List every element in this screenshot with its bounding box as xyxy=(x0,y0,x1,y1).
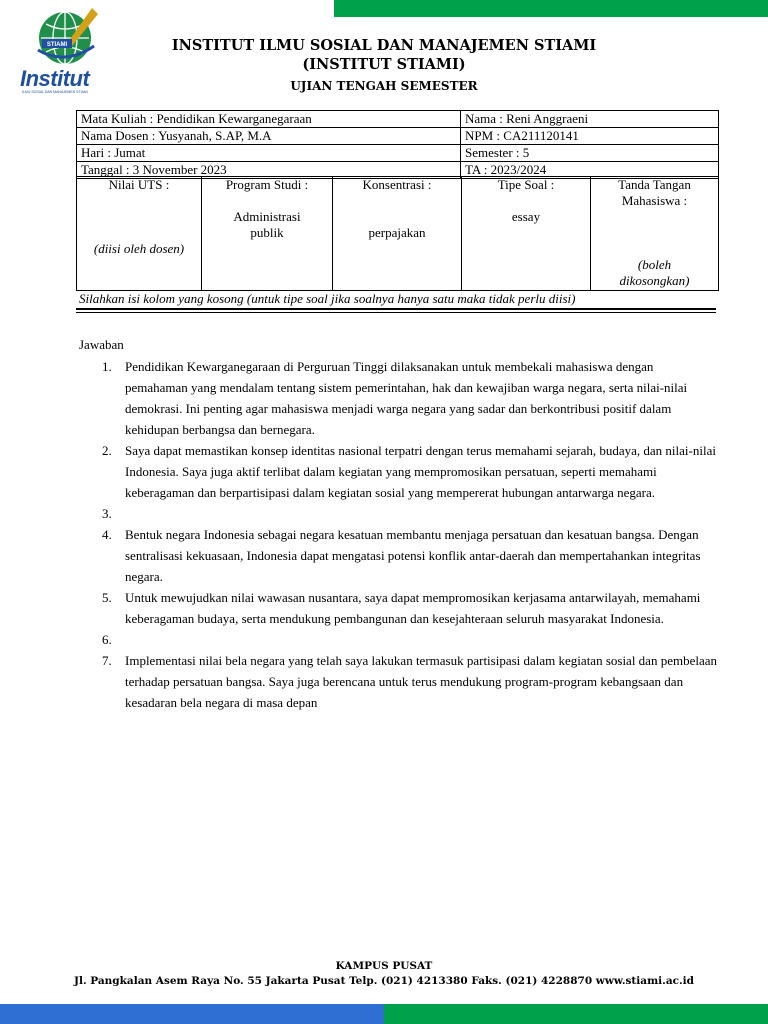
nilai-uts-label: Nilai UTS : xyxy=(108,177,170,192)
tipe-soal-label: Tipe Soal : xyxy=(497,177,555,192)
answer-item xyxy=(98,524,718,587)
answer-item xyxy=(98,440,718,503)
tipe-soal-cell xyxy=(462,177,591,291)
exam-title: UJIAN TENGAH SEMESTER xyxy=(290,79,478,93)
answer-list xyxy=(98,356,718,713)
answer-text: Saya dapat memastikan konsep identitas nasional terpatri dengan terus memahami sejarah, budaya, dan nilai-nilai Indonesia. Saya juga aktif terlibat dalam kegiatan yang mempromosikan persatuan, seperti memahami keberagaman dan berpartisipasi dalam kegiatan sosial yang mempererat hubungan antarwarga negara. xyxy=(125,443,716,500)
answer-item xyxy=(98,650,718,713)
answer-text: Untuk mewujudkan nilai wawasan nusantara, saya dapat mempromosikan kerjasama antarwilayah, memahami keberagaman budaya, serta mendukung pembangunan dan kesejahteraan seluruh masyarakat Indonesia. xyxy=(125,590,701,626)
answer-text: Bentuk negara Indonesia sebagai negara kesatuan membantu menjaga persatuan dan kesatuan bangsa. Dengan sentralisasi kekuasaan, Indonesia dapat mengatasi potensi konflik antar-daerah dan mempertahankan integritas negara. xyxy=(125,527,701,584)
bottom-green-bar xyxy=(384,1004,768,1024)
institution-short-name: (INSTITUT STIAMI) xyxy=(302,56,466,73)
nilai-uts-cell xyxy=(77,177,202,291)
konsentrasi-value: perpajakan xyxy=(368,225,426,240)
answer-item xyxy=(98,356,718,440)
tanda-tangan-label-2: Mahasiswa : xyxy=(621,193,688,208)
semester-cell: Semester : 5 xyxy=(461,145,719,162)
top-green-bar xyxy=(334,0,768,17)
answer-number: 1. xyxy=(102,359,112,374)
bottom-blue-bar xyxy=(0,1004,384,1024)
hari-cell: Hari : Jumat xyxy=(77,145,461,162)
program-studi-value-2: publik xyxy=(250,225,284,240)
logo-subtitle: ILMU SOSIAL DAN MANAJEMEN STIAMI xyxy=(22,90,88,94)
footer-title: KAMPUS PUSAT xyxy=(335,960,433,972)
nama-cell: Nama : Reni Anggraeni xyxy=(461,111,719,128)
logo-globe-text: STIAMI xyxy=(46,42,68,48)
npm-cell: NPM : CA211120141 xyxy=(461,128,719,145)
answer-number: 3. xyxy=(102,506,112,521)
divider-thin xyxy=(76,312,716,313)
instruction-note: Silahkan isi kolom yang kosong (untuk tipe soal jika soalnya hanya satu maka tidak perlu diisi) xyxy=(79,291,576,306)
answer-number: 7. xyxy=(102,653,112,668)
tanda-tangan-note-1: (boleh xyxy=(637,257,672,272)
answer-number: 6. xyxy=(102,632,112,647)
footer-address: Jl. Pangkalan Asem Raya No. 55 Jakarta Pusat Telp. (021) 4213380 Faks. (021) 4228870 www.stiami.ac.id xyxy=(73,975,695,987)
answer-number: 5. xyxy=(102,590,112,605)
jawaban-label: Jawaban xyxy=(79,337,124,352)
answer-text: Pendidikan Kewarganegaraan di Perguruan Tinggi dilaksanakan untuk membekali mahasiswa dengan pemahaman yang mendalam tentang sistem pemerintahan, hak dan kewajiban warga negara, serta nilai-nilai demokrasi. Ini penting agar mahasiswa menjadi warga negara yang sadar dan berkontribusi positif dalam kehidupan berbangsa dan bernegara. xyxy=(125,359,688,437)
mata-kuliah-cell: Mata Kuliah : Pendidikan Kewarganegaraan xyxy=(77,111,461,128)
konsentrasi-label: Konsentrasi : xyxy=(362,177,432,192)
answer-number: 2. xyxy=(102,443,112,458)
program-studi-label: Program Studi : xyxy=(225,177,309,192)
tipe-soal-value: essay xyxy=(511,209,541,224)
tanda-tangan-note-2: dikosongkan) xyxy=(619,273,690,288)
exam-info-table xyxy=(76,110,719,179)
tanda-tangan-cell xyxy=(591,177,719,291)
divider-thick xyxy=(76,308,716,310)
konsentrasi-cell xyxy=(333,177,462,291)
program-studi-cell xyxy=(202,177,333,291)
answer-text: Implementasi nilai bela negara yang telah saya lakukan termasuk partisipasi dalam kegiatan sosial dan pembelaan terhadap persatuan bangsa. Saya juga berencana untuk terus mendukung program-program kebangsaan dan kesadaran bela negara di masa depan xyxy=(125,653,718,710)
tanggal-cell: Tanggal : 3 November 2023 xyxy=(77,162,461,179)
exam-details-grid xyxy=(76,176,719,291)
nilai-uts-note: (diisi oleh dosen) xyxy=(93,241,185,256)
answer-item xyxy=(98,587,718,629)
nama-dosen-cell: Nama Dosen : Yusyanah, S.AP, M.A xyxy=(77,128,461,145)
program-studi-value-1: Administrasi xyxy=(233,209,301,224)
institution-name: INSTITUT ILMU SOSIAL DAN MANAJEMEN STIAMI xyxy=(171,37,597,54)
logo-wordmark: Institut xyxy=(20,66,90,91)
tanda-tangan-label-1: Tanda Tangan xyxy=(618,177,691,192)
ta-cell: TA : 2023/2024 xyxy=(461,162,719,179)
answer-number: 4. xyxy=(102,527,112,542)
answer-item xyxy=(98,629,718,650)
answer-item xyxy=(98,503,718,524)
